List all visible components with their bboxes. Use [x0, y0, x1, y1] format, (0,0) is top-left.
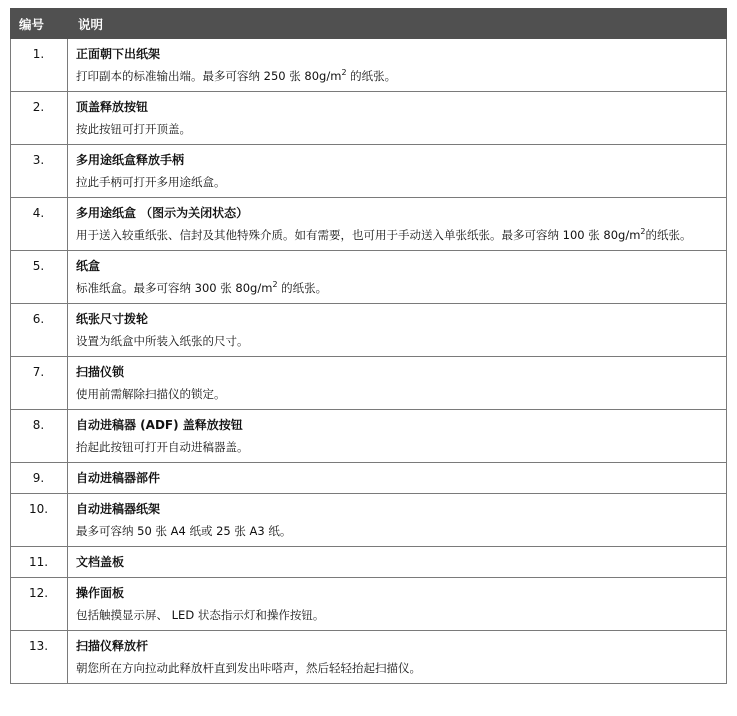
item-text-main: 包括触摸显示屏、 LED 状态指示灯和操作按钮。: [76, 608, 325, 622]
item-number: 9.: [11, 463, 68, 494]
item-title: 自动进稿器纸架: [76, 502, 161, 516]
item-description: [68, 547, 727, 578]
table-header-row: [11, 9, 727, 39]
item-text-main: 最多可容纳 50 张 A4 纸或 25 张 A3 纸。: [76, 524, 292, 538]
item-text-main: 朝您所在方向拉动此释放杆直到发出咔嗒声，然后轻轻抬起扫描仪。: [76, 661, 421, 675]
item-title: 自动进稿器 (ADF) 盖释放按钮: [76, 418, 243, 432]
table-row: [11, 39, 727, 92]
item-description: [68, 631, 727, 684]
item-title: 文档盖板: [76, 555, 125, 569]
item-number: 5.: [11, 251, 68, 304]
item-description: [68, 145, 727, 198]
item-text: [76, 68, 718, 84]
item-text: [76, 227, 718, 243]
item-title: 扫描仪锁: [76, 365, 125, 379]
item-text-superscript: 2: [640, 227, 646, 237]
item-description: [68, 198, 727, 251]
item-text: [76, 607, 718, 623]
item-description: [68, 92, 727, 145]
item-title: 自动进稿器部件: [76, 471, 161, 485]
item-text-main: 设置为纸盒中所装入纸张的尺寸。: [76, 334, 249, 348]
table-row: [11, 357, 727, 410]
item-title: 多用途纸盒释放手柄: [76, 153, 185, 167]
item-description: [68, 463, 727, 494]
item-text: [76, 280, 718, 296]
item-title: 纸盒: [76, 259, 101, 273]
item-text: [76, 174, 718, 190]
table-body: [11, 39, 727, 684]
item-text-main: 标准纸盒。最多可容纳 300 张 80g/m: [76, 281, 273, 295]
item-text: [76, 439, 718, 455]
item-text-tail: 的纸张。: [346, 69, 397, 83]
item-text: [76, 121, 718, 137]
table-row: [11, 304, 727, 357]
item-number: 8.: [11, 410, 68, 463]
item-title: 顶盖释放按钮: [76, 100, 149, 114]
item-title: 纸张尺寸拨轮: [76, 312, 149, 326]
item-text: [76, 523, 718, 539]
item-text-main: 抬起此按钮可打开自动进稿器盖。: [76, 440, 249, 454]
table-row: [11, 145, 727, 198]
item-text: [76, 660, 718, 676]
table-row: [11, 410, 727, 463]
item-number: 6.: [11, 304, 68, 357]
item-number: 7.: [11, 357, 68, 410]
column-header-number: 编号: [11, 9, 68, 39]
item-title: 多用途纸盒 （图示为关闭状态）: [76, 206, 249, 220]
item-description: [68, 578, 727, 631]
item-number: 11.: [11, 547, 68, 578]
item-text-tail: 的纸张。: [277, 281, 328, 295]
item-number: 2.: [11, 92, 68, 145]
item-text-superscript: 2: [272, 280, 278, 290]
item-text-tail: 的纸张。: [645, 228, 692, 242]
item-title: 扫描仪释放杆: [76, 639, 149, 653]
item-number: 4.: [11, 198, 68, 251]
item-number: 1.: [11, 39, 68, 92]
table-row: [11, 92, 727, 145]
item-text-superscript: 2: [341, 68, 347, 78]
item-text-main: 按此按钮可打开顶盖。: [76, 122, 191, 136]
table-row: [11, 198, 727, 251]
item-description: [68, 410, 727, 463]
table-row: [11, 251, 727, 304]
column-header-description: 说明: [68, 9, 727, 39]
table-row: [11, 463, 727, 494]
item-description: [68, 39, 727, 92]
item-text: [76, 386, 718, 402]
item-text: [76, 333, 718, 349]
item-title: 操作面板: [76, 586, 125, 600]
table-row: [11, 494, 727, 547]
item-number: 12.: [11, 578, 68, 631]
item-number: 3.: [11, 145, 68, 198]
item-title: 正面朝下出纸架: [76, 47, 161, 61]
item-description: [68, 494, 727, 547]
item-text-main: 打印副本的标准输出端。最多可容纳 250 张 80g/m: [76, 69, 342, 83]
item-description: [68, 251, 727, 304]
item-description: [68, 357, 727, 410]
item-number: 10.: [11, 494, 68, 547]
item-text-main: 拉此手柄可打开多用途纸盒。: [76, 175, 226, 189]
table-row: [11, 631, 727, 684]
item-text-main: 使用前需解除扫描仪的锁定。: [76, 387, 226, 401]
item-text-main: 用于送入较重纸张、信封及其他特殊介质。如有需要，也可用于手动送入单张纸张。最多可容纳 100 张 80g/m: [76, 228, 641, 242]
item-number: 13.: [11, 631, 68, 684]
table-row: [11, 578, 727, 631]
parts-table: [10, 8, 727, 684]
item-description: [68, 304, 727, 357]
table-row: [11, 547, 727, 578]
